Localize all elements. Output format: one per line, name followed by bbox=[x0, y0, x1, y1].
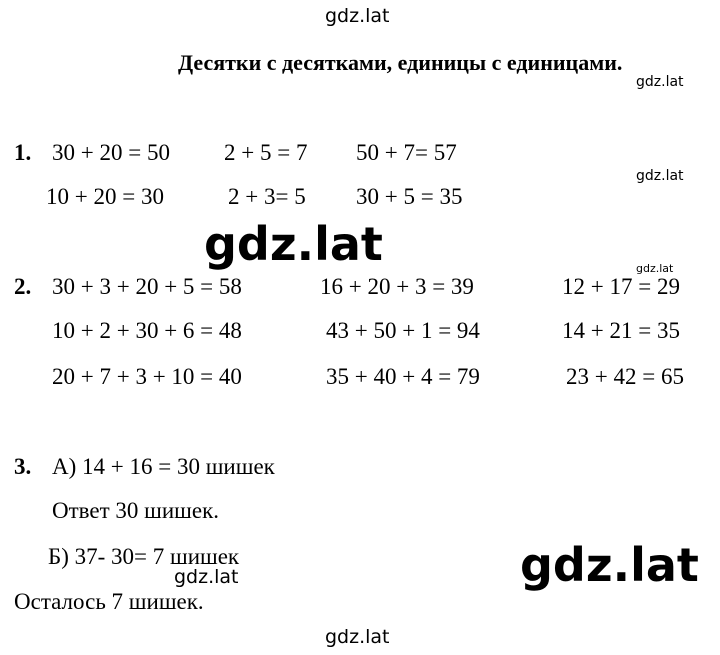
task-2-expr: 20 + 7 + 3 + 10 = 40 bbox=[52, 364, 242, 389]
task-2-expr: 10 + 2 + 30 + 6 = 48 bbox=[52, 318, 242, 343]
task-2-expr: 23 + 42 = 65 bbox=[566, 364, 684, 389]
watermark-large-bottom-right: gdz.lat bbox=[520, 538, 699, 592]
task-1-expr: 2 + 5 = 7 bbox=[224, 140, 308, 165]
task-2-expr: 35 + 40 + 4 = 79 bbox=[326, 364, 480, 389]
watermark-task3: gdz.lat bbox=[174, 566, 239, 588]
watermark-bottom: gdz.lat bbox=[325, 626, 390, 648]
task-3-number: 3. bbox=[14, 454, 32, 479]
task-2-expr: 12 + 17 = 29 bbox=[562, 274, 680, 299]
task-3-line-b: Б) 37- 30= 7 шишек bbox=[48, 544, 240, 569]
task-1-expr: 2 + 3= 5 bbox=[228, 184, 306, 209]
task-2-expr: 14 + 21 = 35 bbox=[562, 318, 680, 343]
task-1-expr: 10 + 20 = 30 bbox=[46, 184, 164, 209]
task-1-number: 1. bbox=[14, 140, 32, 165]
task-3-answer-a: Ответ 30 шишек. bbox=[52, 498, 220, 523]
page-title: Десятки с десятками, единицы с единицами. bbox=[178, 50, 623, 75]
task-3-answer-b: Осталось 7 шишек. bbox=[14, 589, 204, 614]
task-2-expr: 16 + 20 + 3 = 39 bbox=[320, 274, 474, 299]
task-2-number: 2. bbox=[14, 274, 32, 299]
watermark-top: gdz.lat bbox=[325, 5, 390, 27]
watermark-small-right: gdz.lat bbox=[636, 262, 674, 275]
task-1-expr: 30 + 20 = 50 bbox=[52, 140, 170, 165]
task-2-expr: 30 + 3 + 20 + 5 = 58 bbox=[52, 274, 242, 299]
watermark-large-center: gdz.lat bbox=[204, 217, 383, 271]
watermark-under-title: gdz.lat bbox=[636, 74, 684, 90]
task-1-expr: 30 + 5 = 35 bbox=[356, 184, 463, 209]
task-1-expr: 50 + 7= 57 bbox=[356, 140, 457, 165]
task-3-line-a: А) 14 + 16 = 30 шишек bbox=[52, 454, 275, 479]
task-2-expr: 43 + 50 + 1 = 94 bbox=[326, 318, 480, 343]
watermark-right: gdz.lat bbox=[636, 168, 684, 184]
